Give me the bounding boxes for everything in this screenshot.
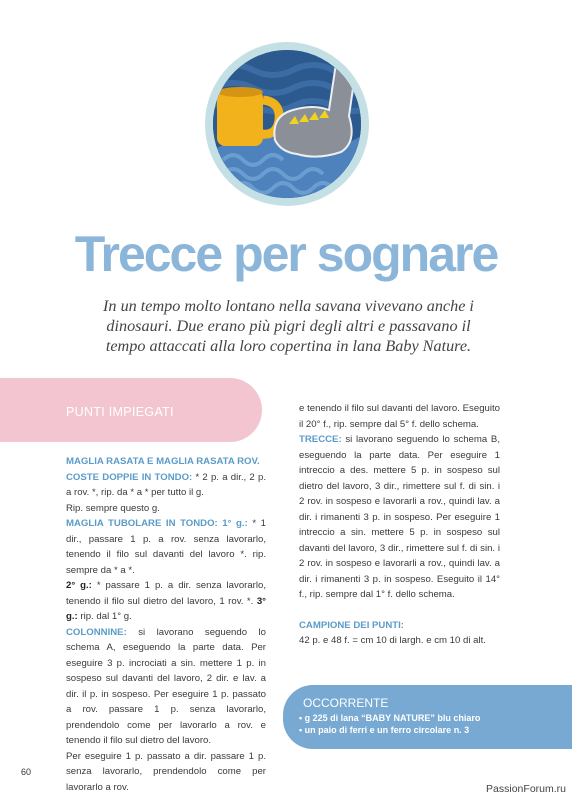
heading-tubolare: MAGLIA TUBOLARE IN TONDO: 1° g.: [66,518,248,529]
heading-trecce: TRECCE: [299,434,342,445]
section-header-bar [0,378,262,442]
colonnine-text: si lavorano seguendo lo schema A, eseguendo la parte data. Per eseguire 3 p. incrociati a sin. mettere 1 p. in sospeso sul davanti del lavoro, 2 dir. e lav. a dir. il p. in sospeso. Per eseguire 1 p. passato a rov. passare 1 p. senza lavorarlo, prendendolo come per lavorarlo a rov. e tenendo il filo sul dietro del lavoro. [66,626,266,746]
occorrente-item: • g 225 di lana “BABY NATURE” blu chiaro [299,713,481,723]
occorrente-title: OCCORRENTE [303,696,389,710]
colonnine-text-2: Per eseguire 1 p. passato a dir. passare 1 p. senza lavorarlo, prendendolo come per lavorarlo a rov. [66,750,266,793]
heading-campione: CAMPIONE DEI PUNTI: [299,619,405,631]
occorrente-box [283,685,572,749]
watermark: PassionForum.ru [486,783,566,795]
page-title: Trecce per sognare [74,226,498,282]
page-number: 60 [21,767,32,777]
heading-coste: COSTE DOPPIE IN TONDO: [66,471,193,483]
coste-text: * 2 p. a dir., 2 p. a rov. *, rip. da * a * per tutto il g. [66,471,266,498]
right-column [299,401,500,649]
coste-rip-text: Rip. sempre questo g. [66,502,160,514]
occorrente-list [299,712,480,736]
occorrente-item: • un paio di ferri e un ferro circolare n. 3 [299,725,470,735]
mug-icon [217,90,263,146]
label-2g: 2° g.: [66,580,92,591]
heading-maglia-rasata: MAGLIA RASATA E MAGLIA RASATA ROV. [66,456,260,467]
hero-photo [213,50,361,198]
text-3g: rip. dal 1° g. [77,611,132,622]
section-title: PUNTI IMPIEGATI [66,405,174,419]
campione-text: 42 p. e 48 f. = cm 10 di largh. e cm 10 di alt. [299,635,486,646]
heading-colonnine: COLONNINE: [66,626,127,638]
left-column [66,454,266,795]
text-2g: * passare 1 p. a dir. senza lavorarlo, tenendo il filo sul dietro del lavoro, 1 rov. *. [66,580,267,607]
hero-image-ring [205,42,369,206]
hero-illustration [213,50,361,198]
tubolare-text: * 1 dir., passare 1 p. a rov. senza lavorarlo, tenendo il filo sul davanti del lavoro *. rip. sempre da * a *. [66,518,266,576]
continuation-text: e tenendo il filo sul davanti del lavoro. Eseguito il 20° f., rip. sempre dal 5° f. dello schema. [299,403,500,430]
trecce-text: si lavorano seguendo lo schema B, eseguendo la parte data. Per eseguire 1 intreccio a des. mettere 5 p. in sospeso sul dietro del lavoro, 3 dir., rimettere sul f. di sin. i 2 rov. in sospeso e lavorarli a rov., quindi lav. a dir. i rimanenti 3 p. in sospeso. Per eseguire 1 intreccio a sin. mettere 5 p. in sospeso sul davanti del lavoro, 3 dir., rimettere sul f. di sin. i 2 rov. in sospeso e lavorarli a rov., quindi lav. a dir. i rimanenti 3 p. in sospeso. Eseguito il 14° f., rip. sempre dal 1° f. dello schema. [299,434,500,600]
intro-text: In un tempo molto lontano nella savana vivevano anche i dinosauri. Due erano più pigri degli altri e passavano il tempo attaccati alla loro copertina in lana Baby Nature. [103,297,474,355]
label-3g: 3° g.: [66,595,266,622]
